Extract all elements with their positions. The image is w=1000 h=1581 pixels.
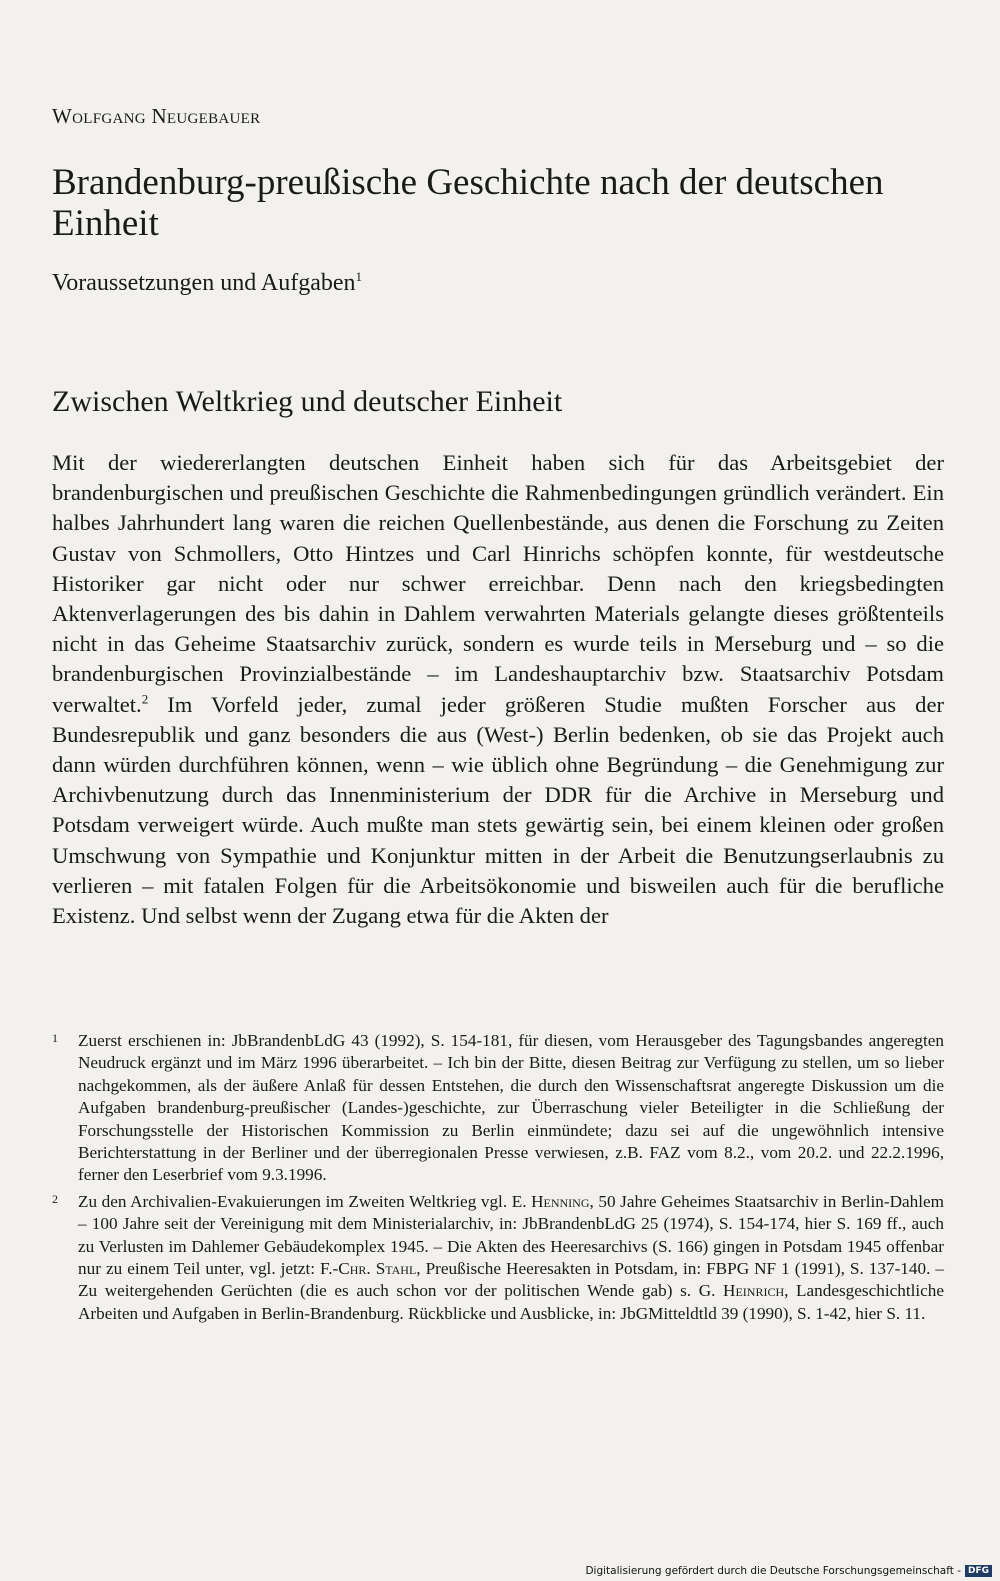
- footnote-text-a: Zu den Archivalien-Evakuierungen im Zweiten Weltkrieg vgl. E.: [78, 1191, 532, 1211]
- footnote-1: [52, 1030, 944, 1187]
- cited-author: Heinrich: [723, 1281, 785, 1301]
- cited-author: Chr. Stahl: [338, 1259, 417, 1279]
- footnote-2: [52, 1191, 944, 1325]
- article-title: Brandenburg-preußische Geschichte nach der deutschen Einheit: [52, 162, 884, 244]
- footnote-text-b: , 50 Jahre Geheimes Staatsarchiv in Berlin-Dahlem – 100 Jahre seit der Vereinigung mit dem Ministerialarchiv, in: JbBrandenbLdG 25 (1974), S. 154-174, hier S. 169 ff., auch zu Verlusten im Dahlemer Gebäudekomplex 1945. – Die Akten des Heeresarchivs (S. 166) gingen in Potsdam 1945 offenbar nur zu einem Teil unter, vgl. jetzt: F.-: [78, 1191, 944, 1279]
- body-paragraph: [52, 448, 944, 931]
- footnote-text: Zuerst erschienen in: JbBrandenbLdG 43 (1992), S. 154-181, für diesen, vom Herausgeber des Tagungsbandes angeregten Neudruck ergänzt und im März 1996 überarbeitet. – Ich bin der Bitte, diesen Beitrag zur Verfügung zu stellen, um so lieber nachgekommen, als der äußere Anlaß für dessen Entstehen, die durch den Wissenschaftsrat angeregte Diskussion um die Aufgaben brandenburg-preußischer (Landes-)geschichte, zur Überraschung vieler Beteiligter in die Schließung der Forschungsstelle der Historischen Kommission zu Berlin einmündete; dazu sei auf die ungewöhnlich intensive Berichterstattung in der Berliner und der überregionalen Presse verwiesen, z.B. FAZ vom 8.2., vom 20.2. und 22.2.1996, ferner den Leserbrief vom 9.3.1996.: [78, 1031, 944, 1185]
- digitization-footer: [585, 1565, 992, 1577]
- article-subtitle: [52, 268, 362, 298]
- footnotes: [52, 1030, 944, 1329]
- footnote-ref-1[interactable]: 1: [355, 269, 362, 284]
- body-text-part-1: Mit der wiedererlangten deutschen Einheit haben sich für das Arbeitsgebiet der brandenburgischen und preußischen Geschichte die Rahmenbedingungen gründlich verändert. Ein halbes Jahrhundert lang waren die reichen Quellenbestände, aus denen die Forschung zu Zeiten Gustav von Schmollers, Otto Hintzes und Carl Hinrichs schöpfen konnte, für westdeutsche Historiker gar nicht oder nur schwer erreichbar. Denn nach den kriegsbedingten Aktenverlagerungen des bis dahin in Dahlem verwahrten Materials gelangte dieses größtenteils nicht in das Geheime Staatsarchiv zurück, sondern es wurde teils in Merseburg und – so die brandenburgischen Provinzialbestände – im Landeshauptarchiv bzw. Staatsarchiv Potsdam verwaltet.: [52, 450, 944, 717]
- footnote-ref-2[interactable]: 2: [141, 691, 149, 707]
- footnote-text-d: , Landesgeschichtliche Arbeiten und Aufgaben in Berlin-Brandenburg. Rückblicke und Ausblicke, in: JbGMitteldtld 39 (1990), S. 1-42, hier S. 11.: [78, 1281, 944, 1323]
- footer-text: Digitalisierung gefördert durch die Deutsche Forschungsgemeinschaft -: [585, 1565, 961, 1577]
- author-name: Wolfgang Neugebauer: [52, 104, 261, 128]
- footnote-text-c: , Preußische Heeresakten in Potsdam, in: FBPG NF 1 (1991), S. 137-140. – Zu weitergehenden Gerüchten (die es auch schon vor der politischen Wende gab) s. G.: [78, 1259, 944, 1301]
- cited-author: Henning: [531, 1191, 590, 1211]
- footnote-number: 2: [52, 1191, 58, 1206]
- dfg-logo: DFG: [965, 1565, 992, 1577]
- body-text-part-2: Im Vorfeld jeder, zumal jeder größeren Studie mußten Forscher aus der Bundesrepublik und ganz besonders die aus (West-) Berlin bedenken, ob sie das Projekt auch dann würden durchführen können, wenn – wie üblich ohne Begründung – die Genehmigung zur Archivbenutzung durch das Innenministerium der DDR für die Archive in Merseburg und Potsdam verweigert würde. Auch mußte man stets gewärtig sein, bei einem kleinen oder großen Umschwung von Sympathie und Konjunktur mitten in der Arbeit die Benutzungserlaubnis zu verlieren – mit fatalen Folgen für die Arbeitsökonomie und bisweilen auch für die berufliche Existenz. Und selbst wenn der Zugang etwa für die Akten der: [52, 691, 944, 929]
- section-heading: Zwischen Weltkrieg und deutscher Einheit: [52, 385, 563, 418]
- subtitle-text: Voraussetzungen und Aufgaben: [52, 270, 356, 296]
- footnote-number: 1: [52, 1031, 58, 1045]
